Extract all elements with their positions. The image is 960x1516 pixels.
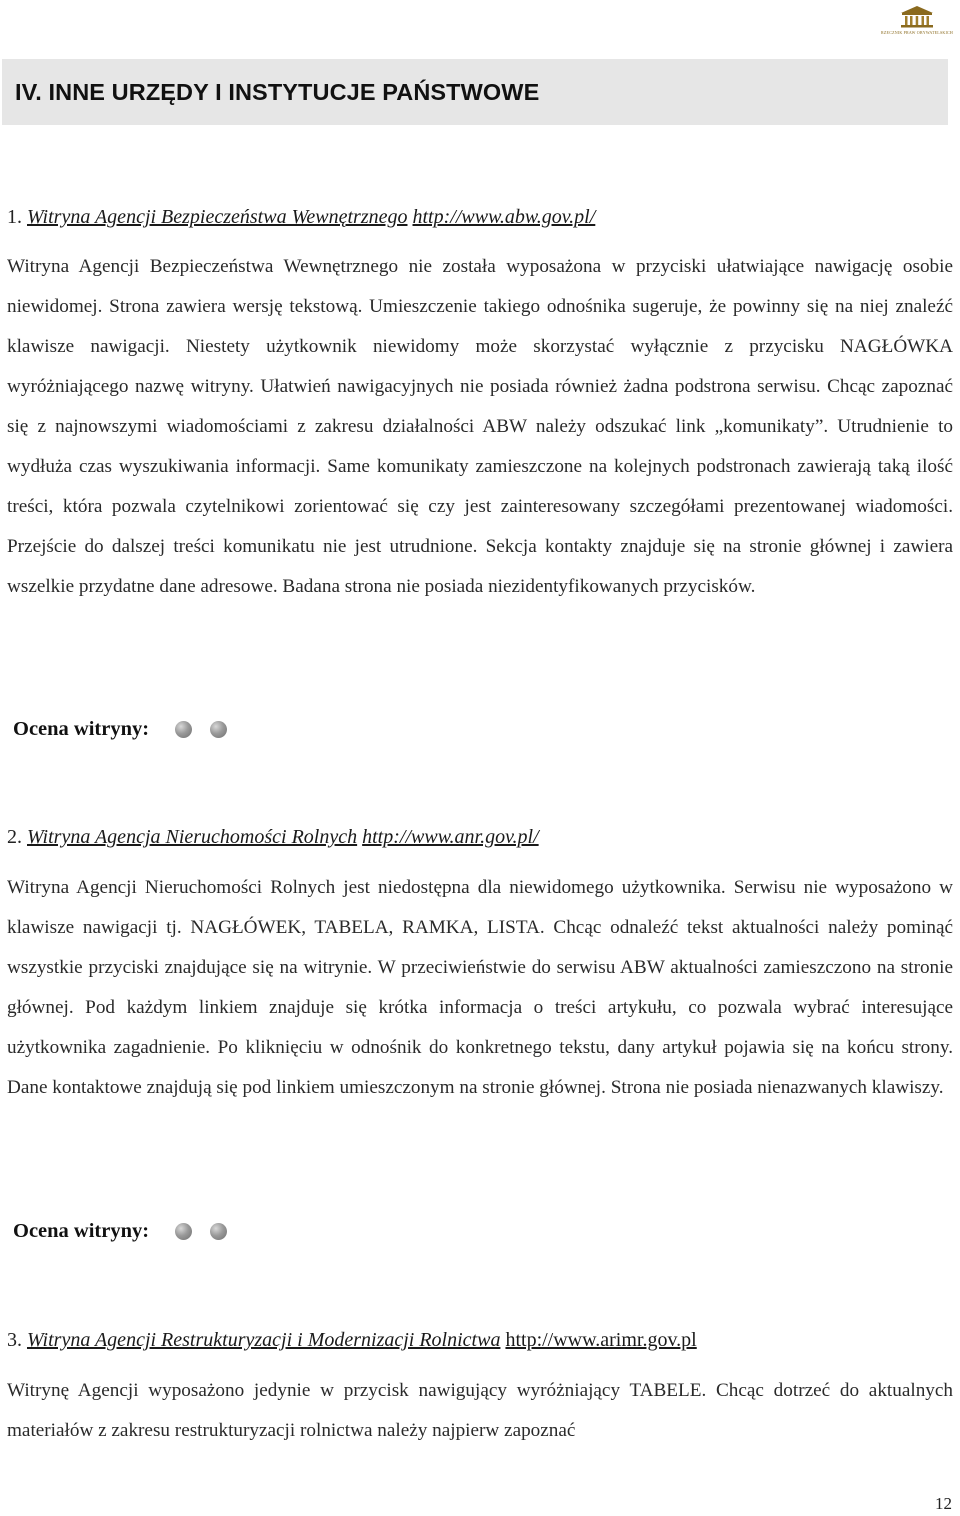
section-1-heading: [7, 203, 595, 231]
section-3-body: Witrynę Agencji wyposażono jedynie w przycisk nawigujący wyróżniający TABELE. Chcąc dotrzeć do aktualnych materiałów z zakresu restrukturyzacji rolnictwa należy najpierw zapoznać: [7, 1380, 953, 1441]
section-name-link[interactable]: Witryna Agencja Nieruchomości Rolnych: [27, 826, 358, 848]
section-number: 1.: [7, 206, 22, 228]
section-url-link[interactable]: http://www.abw.gov.pl/: [412, 206, 596, 228]
section-number: 3.: [7, 1329, 22, 1351]
section-2-rating: [13, 1216, 245, 1246]
section-url-link[interactable]: http://www.arimr.gov.pl: [505, 1329, 697, 1351]
chapter-heading-band: [2, 59, 948, 125]
building-columns-icon: [897, 4, 937, 30]
section-name-link[interactable]: Witryna Agencji Restrukturyzacji i Modernizacji Rolnictwa: [27, 1329, 501, 1351]
rating-dot: [210, 1223, 227, 1240]
rating-dot: [175, 1223, 192, 1240]
section-2-heading: [7, 823, 539, 851]
logo: [880, 4, 954, 40]
section-number: 2.: [7, 826, 22, 848]
rating-dot: [175, 721, 192, 738]
rating-dot: [210, 721, 227, 738]
chapter-title: IV. INNE URZĘDY I INSTYTUCJE PAŃSTWOWE: [15, 79, 540, 105]
page-number: 12: [935, 1494, 952, 1513]
section-3-heading: [7, 1326, 697, 1354]
section-url-link[interactable]: http://www.anr.gov.pl/: [362, 826, 539, 848]
section-2-body: Witryna Agencji Nieruchomości Rolnych jest niedostępna dla niewidomego użytkownika. Serwisu nie wyposażono w klawisze nawigacji tj. NAGŁÓWEK, TABELA, RAMKA, LISTA. Chcąc odnaleźć tekst aktualności należy pominąć wszystkie przyciski znajdujące się na witrynie. W przeciwieństwie do serwisu ABW aktualności zamieszczono na stronie głównej. Pod każdym linkiem znajduje się krótka informacja o treści artykułu, co pozwala wybrać interesujące użytkownika zagadnienie. Po kliknięciu w odnośnik do konkretnego tekstu, dany artykuł pojawia się na końcu strony. Dane kontaktowe znajdują się pod linkiem umieszczonym na stronie głównej. Strona nie posiada nienazwanych klawiszy.: [7, 877, 953, 1098]
rating-label: Ocena witryny:: [13, 717, 150, 740]
section-1-body: Witryna Agencji Bezpieczeństwa Wewnętrznego nie została wyposażona w przyciski ułatwiające nawigację osobie niewidomej. Strona zawiera wersję tekstową. Umieszczenie takiego odnośnika sugeruje, że powinny się na niej znaleźć klawisze nawigacji. Niestety użytkownik niewidomy może skorzystać wyłącznie z przycisku NAGŁÓWKA wyróżniającego nazwę witryny. Ułatwień nawigacyjnych nie posiada również żadna podstrona serwisu. Chcąc zapoznać się z najnowszymi wiadomościami z zakresu działalności ABW należy odszukać link „komunikaty”. Utrudnienie to wydłuża czas wyszukiwania informacji. Same komunikaty zamieszczone na kolejnych podstronach zawierają taką ilość treści, która pozwala czytelnikowi zorientować się czy jest zainteresowany szczegółami prezentowanej wiadomości. Przejście do dalszej treści komunikatu nie jest utrudnione. Sekcja kontakty znajduje się na stronie głównej i zawiera wszelkie przydatne dane adresowe. Badana strona nie posiada niezidentyfikowanych przycisków.: [7, 256, 953, 597]
section-1-rating: [13, 714, 245, 744]
rating-label: Ocena witryny:: [13, 1219, 150, 1242]
section-name-link[interactable]: Witryna Agencji Bezpieczeństwa Wewnętrznego: [27, 206, 408, 228]
logo-caption: RZECZNIK PRAW OBYWATELSKICH: [881, 30, 953, 35]
